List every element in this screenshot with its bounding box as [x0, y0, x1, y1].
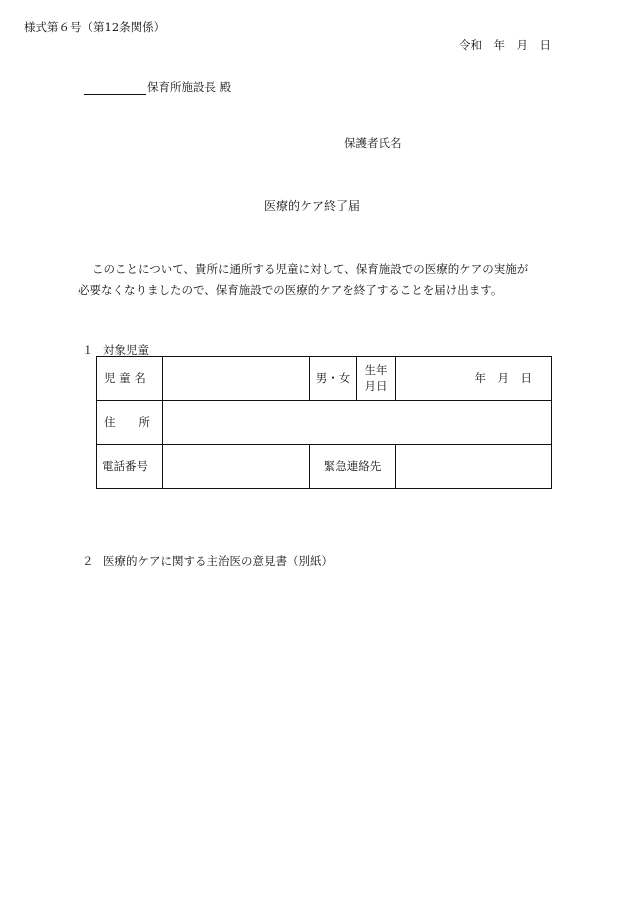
body-line-2: 必要なくなりましたので、保育施設での医療的ケアを終了することを届け出ます。 — [78, 283, 503, 297]
address-field[interactable] — [163, 401, 551, 444]
emergency-contact-label: 緊急連絡先 — [323, 459, 382, 473]
addressee-label: 保育所施設長 殿 — [147, 80, 232, 94]
target-child-table — [96, 356, 552, 489]
form-number: 様式第６号（第12条関係） — [24, 20, 166, 34]
phone-label: 電話番号 — [102, 459, 148, 473]
body-line-1: このことについて、貴所に通所する児童に対して、保育施設での医療的ケアの実施が — [92, 262, 529, 276]
gender-options[interactable]: 男・女 — [315, 371, 351, 385]
section-1-number: １ — [82, 343, 94, 357]
birth-label-line-1: 生年 — [364, 363, 388, 377]
addressee-line — [84, 79, 231, 95]
birth-date-label — [357, 356, 395, 400]
section-2-title: 医療的ケアに関する主治医の意見書（別紙） — [103, 554, 333, 568]
birth-date-field[interactable]: 年 月 日 — [474, 371, 532, 385]
child-name-field[interactable] — [163, 357, 309, 400]
emergency-contact-field[interactable] — [396, 445, 551, 488]
address-label: 住 所 — [104, 415, 150, 429]
section-2-heading — [82, 553, 333, 569]
facility-name-blank[interactable] — [84, 83, 146, 95]
birth-label-line-2: 月日 — [364, 379, 388, 393]
guardian-name-label: 保護者氏名 — [344, 136, 402, 150]
body-paragraph — [78, 259, 568, 301]
section-1-title: 対象児童 — [103, 343, 149, 357]
child-name-label: 児 童 名 — [104, 371, 146, 385]
phone-field[interactable] — [163, 445, 309, 488]
date-line: 令和 年 月 日 — [459, 38, 551, 52]
document-title: 医療的ケア終了届 — [264, 199, 361, 213]
section-2-number: ２ — [82, 554, 94, 568]
